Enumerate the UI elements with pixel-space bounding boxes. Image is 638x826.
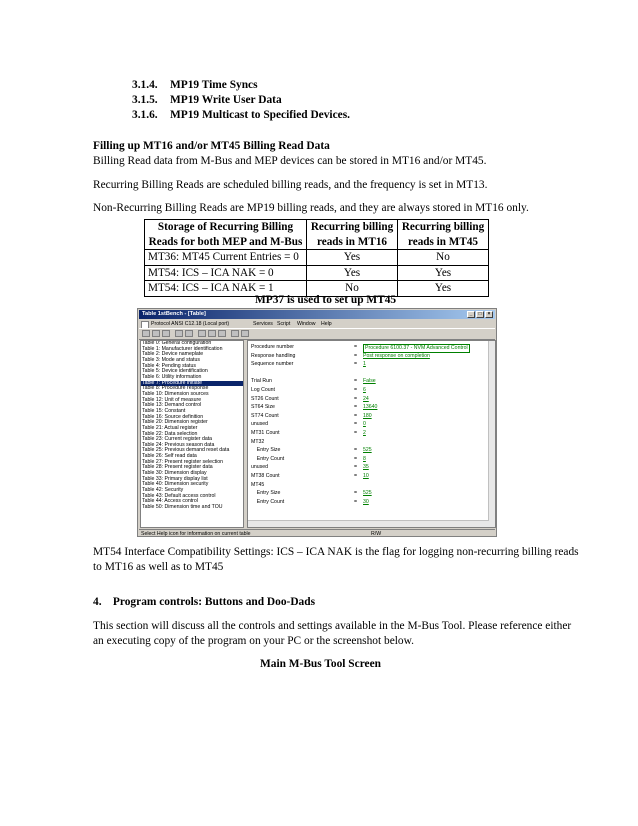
header-line: reads in MT16 bbox=[316, 235, 388, 248]
toc-number: 3.1.4. bbox=[132, 79, 158, 91]
header-line: Recurring billing bbox=[310, 221, 394, 233]
field-label: Entry Count bbox=[251, 455, 285, 462]
equals-sign: = bbox=[354, 404, 358, 411]
app-window-screenshot bbox=[137, 308, 497, 537]
table-list[interactable] bbox=[140, 340, 244, 528]
field-value-link[interactable]: False bbox=[363, 378, 376, 385]
field-label: MT31 Count bbox=[251, 430, 280, 436]
toc-title: MP19 Time Syncs bbox=[170, 79, 258, 91]
field-label: Log Count bbox=[251, 387, 275, 393]
status-text: Select Help icon for information on current table bbox=[141, 531, 251, 537]
table-cell: Yes bbox=[398, 281, 489, 297]
menu-help[interactable]: Help bbox=[321, 321, 332, 327]
table-cell: MT36: MT45 Current Entries = 0 bbox=[145, 250, 307, 266]
refresh-icon[interactable] bbox=[185, 330, 193, 337]
field-label: MT38 Count bbox=[251, 473, 280, 479]
equals-sign: = bbox=[354, 361, 358, 368]
screenshot-caption: MP37 is used to set up MT45 bbox=[255, 294, 397, 306]
table-list-item[interactable]: Table 15: Constant bbox=[142, 407, 186, 414]
table-header-cell bbox=[398, 220, 489, 250]
window-titlebar bbox=[139, 310, 495, 319]
header-line: Reads for both MEP and M-Bus bbox=[148, 235, 303, 248]
open-icon[interactable] bbox=[142, 330, 150, 337]
window-controls bbox=[467, 311, 493, 318]
save-icon[interactable] bbox=[152, 330, 160, 337]
field-label: Trial Run bbox=[251, 378, 272, 385]
billing-heading: Filling up MT16 and/or MT45 Billing Read Data bbox=[93, 140, 330, 152]
table-list-item[interactable]: Table 0: General configuration bbox=[142, 340, 212, 346]
table-list-item[interactable]: Table 1: Manufacturer identification bbox=[142, 345, 223, 352]
billing-paragraph-3: Non-Recurring Billing Reads are MP19 billing reads, and they are always stored in MT16 only. bbox=[93, 202, 529, 214]
field-label: Procedure number bbox=[251, 344, 294, 350]
field-value-link[interactable]: 0 bbox=[363, 421, 366, 428]
header-line: Recurring billing bbox=[401, 221, 485, 233]
window-title: Table 1stBench - [Table] bbox=[142, 311, 206, 317]
table-row bbox=[145, 250, 489, 266]
toc-title: MP19 Write User Data bbox=[170, 94, 282, 106]
menu-script[interactable]: Script bbox=[277, 321, 291, 327]
close-icon[interactable]: × bbox=[485, 311, 493, 318]
mt54-note-line-2: to MT16 as well as to MT45 bbox=[93, 561, 224, 573]
equals-sign: = bbox=[354, 421, 358, 428]
connect-icon[interactable] bbox=[198, 330, 206, 337]
toc-number: 3.1.6. bbox=[132, 109, 158, 121]
header-line: Storage of Recurring Billing bbox=[157, 221, 294, 233]
equals-sign: = bbox=[354, 473, 358, 479]
table-list-item[interactable]: Table 23: Current register data bbox=[142, 436, 213, 443]
equals-sign: = bbox=[354, 498, 358, 505]
equals-sign: = bbox=[354, 412, 358, 419]
table-cell: Yes bbox=[307, 250, 398, 266]
table-list-item[interactable]: Table 12: Unit of measure bbox=[142, 396, 202, 403]
table-list-item[interactable]: Table 30: Dimension display bbox=[142, 470, 207, 477]
table-cell: No bbox=[398, 250, 489, 266]
section-4-paragraph-line-1: This section will discuss all the controls and settings available in the M-Bus Tool. Please reference either bbox=[93, 620, 572, 632]
write-icon[interactable] bbox=[175, 330, 183, 337]
menu-services[interactable]: Services bbox=[253, 321, 273, 327]
table-list-item[interactable]: Table 8: Procedure response bbox=[142, 385, 209, 392]
equals-sign: = bbox=[354, 344, 358, 350]
toc-title: MP19 Multicast to Specified Devices. bbox=[170, 109, 350, 121]
table-list-item[interactable]: Table 27: Present register selection bbox=[142, 458, 224, 465]
field-label: MT32 bbox=[251, 438, 265, 445]
equals-sign: = bbox=[354, 387, 358, 393]
equals-sign: = bbox=[354, 395, 358, 402]
table-detail-pane bbox=[247, 340, 496, 528]
table-cell: Yes bbox=[307, 265, 398, 281]
table-list-item[interactable]: Table 3: Mode and status bbox=[142, 356, 200, 363]
field-value-link[interactable]: 525 bbox=[363, 490, 372, 497]
storage-table bbox=[144, 219, 489, 297]
equals-sign: = bbox=[354, 352, 358, 359]
field-label: ST74 Count bbox=[251, 412, 279, 419]
status-mode: R/W bbox=[371, 531, 382, 537]
table-cell: MT54: ICS – ICA NAK = 0 bbox=[145, 265, 307, 281]
menu-window[interactable]: Window bbox=[297, 321, 316, 327]
equals-sign: = bbox=[354, 490, 358, 497]
status-bar bbox=[139, 529, 495, 537]
table-row bbox=[145, 265, 489, 281]
field-value-link[interactable]: 35 bbox=[363, 464, 369, 471]
equals-sign: = bbox=[354, 378, 358, 385]
field-value-link[interactable]: 8 bbox=[363, 455, 366, 462]
table-list-item[interactable]: Table 25: Previous demand reset data bbox=[142, 447, 230, 454]
equals-sign: = bbox=[354, 430, 358, 436]
field-value-link[interactable]: 1 bbox=[363, 361, 366, 368]
table-list-item[interactable]: Table 13: Demand control bbox=[142, 402, 202, 409]
table-list-item[interactable]: Table 33: Primary display list bbox=[142, 475, 208, 482]
table-list-item[interactable]: Table 40: Dimension security bbox=[142, 481, 209, 488]
field-value-link[interactable]: 13640 bbox=[363, 404, 378, 411]
table-header-cell bbox=[145, 220, 307, 250]
toc-number: 3.1.5. bbox=[132, 94, 158, 106]
field-value-link[interactable]: 525 bbox=[363, 447, 372, 454]
field-value-link[interactable]: 30 bbox=[363, 498, 369, 505]
help-icon[interactable] bbox=[218, 330, 226, 337]
table-list-item[interactable]: Table 42: Security bbox=[142, 487, 184, 494]
field-label: MT45 bbox=[251, 481, 265, 488]
field-value-link[interactable]: Post response on completion bbox=[363, 352, 430, 359]
section-4-heading: 4. Program controls: Buttons and Doo-Dads bbox=[93, 596, 316, 608]
field-label: Sequence number bbox=[251, 361, 294, 368]
table-list-item[interactable]: Table 50: Dimension time and TOU bbox=[142, 504, 223, 511]
table-list-item[interactable]: Table 26: Self read data bbox=[142, 453, 197, 460]
field-label: Entry Size bbox=[251, 447, 281, 454]
table-list-item[interactable]: Table 6: Utility information bbox=[142, 373, 202, 380]
table-cell: MT54: ICS – ICA NAK = 1 bbox=[145, 281, 307, 297]
disconnect-icon[interactable] bbox=[208, 330, 216, 337]
settings-icon[interactable] bbox=[231, 330, 239, 337]
field-label: Response handling bbox=[251, 352, 296, 359]
table-list-item[interactable]: Table 24: Previous season data bbox=[142, 441, 215, 448]
table-list-item[interactable]: Table 21: Actual register bbox=[142, 424, 198, 431]
menu-bar bbox=[139, 320, 495, 328]
table-list-item[interactable]: Table 5: Device identification bbox=[142, 368, 208, 375]
field-label: Entry Size bbox=[251, 490, 281, 497]
table-list-item[interactable]: Table 10: Dimension sources bbox=[142, 390, 209, 397]
table-list-item[interactable]: Table 20: Dimension register bbox=[142, 419, 208, 426]
table-cell: Yes bbox=[398, 265, 489, 281]
field-value-link[interactable]: Procedure 6100.37 - NVM Advanced Control bbox=[365, 345, 468, 351]
field-label: unused bbox=[251, 421, 269, 428]
field-value-link[interactable]: 6 bbox=[363, 387, 366, 393]
table-list-item[interactable]: Table 22: Data selection bbox=[142, 430, 198, 437]
table-header-cell bbox=[307, 220, 398, 250]
section-4-paragraph-line-2: an executing copy of the program on your PC or the screenshot below. bbox=[93, 635, 414, 647]
table-list-item[interactable]: Table 7: Procedure initiate bbox=[141, 381, 243, 387]
minimize-icon[interactable]: _ bbox=[467, 311, 475, 318]
table-list-item[interactable]: Table 44: Access control bbox=[142, 498, 198, 505]
toolbar bbox=[139, 328, 495, 340]
equals-sign: = bbox=[354, 464, 358, 471]
field-label: Entry Count bbox=[251, 498, 285, 505]
header-line: reads in MT45 bbox=[407, 235, 479, 248]
table-cell: No bbox=[307, 281, 398, 297]
protocol-label: Protocol ANSI C12.18 (Local port) bbox=[151, 321, 230, 327]
billing-paragraph-2: Recurring Billing Reads are scheduled billing reads, and the frequency is set in MT13. bbox=[93, 179, 488, 191]
table-header-row bbox=[145, 220, 489, 250]
field-value-link[interactable]: 10 bbox=[363, 473, 369, 479]
field-value-link[interactable]: 180 bbox=[363, 412, 372, 419]
field-value-link[interactable]: 2 bbox=[363, 430, 366, 436]
field-label: unused bbox=[251, 464, 269, 471]
billing-paragraph-1: Billing Read data from M-Bus and MEP devices can be stored in MT16 and/or MT45. bbox=[93, 155, 487, 167]
info-icon[interactable] bbox=[241, 330, 249, 337]
field-label: ST26 Count bbox=[251, 395, 279, 402]
table-list-item[interactable]: Table 16: Source definition bbox=[142, 413, 204, 420]
table-list-item[interactable]: Table 2: Device nameplate bbox=[142, 351, 204, 358]
table-list-item[interactable]: Table 4: Pending status bbox=[142, 362, 196, 369]
horizontal-scrollbar[interactable] bbox=[248, 520, 489, 527]
equals-sign: = bbox=[354, 455, 358, 462]
field-label: ST64 Size bbox=[251, 404, 275, 411]
maximize-icon[interactable]: □ bbox=[476, 311, 484, 318]
table-list-item[interactable]: Table 28: Present register data bbox=[142, 464, 213, 471]
main-screen-caption: Main M-Bus Tool Screen bbox=[260, 658, 381, 670]
field-value-link[interactable]: 24 bbox=[363, 395, 369, 402]
vertical-scrollbar[interactable] bbox=[488, 341, 495, 527]
table-list-item[interactable]: Table 43: Default access control bbox=[142, 492, 216, 499]
equals-sign: = bbox=[354, 447, 358, 454]
mt54-note-line-1: MT54 Interface Compatibility Settings: ICS – ICA NAK is the flag for logging non-recurring billing reads bbox=[93, 546, 579, 558]
read-icon[interactable] bbox=[162, 330, 170, 337]
